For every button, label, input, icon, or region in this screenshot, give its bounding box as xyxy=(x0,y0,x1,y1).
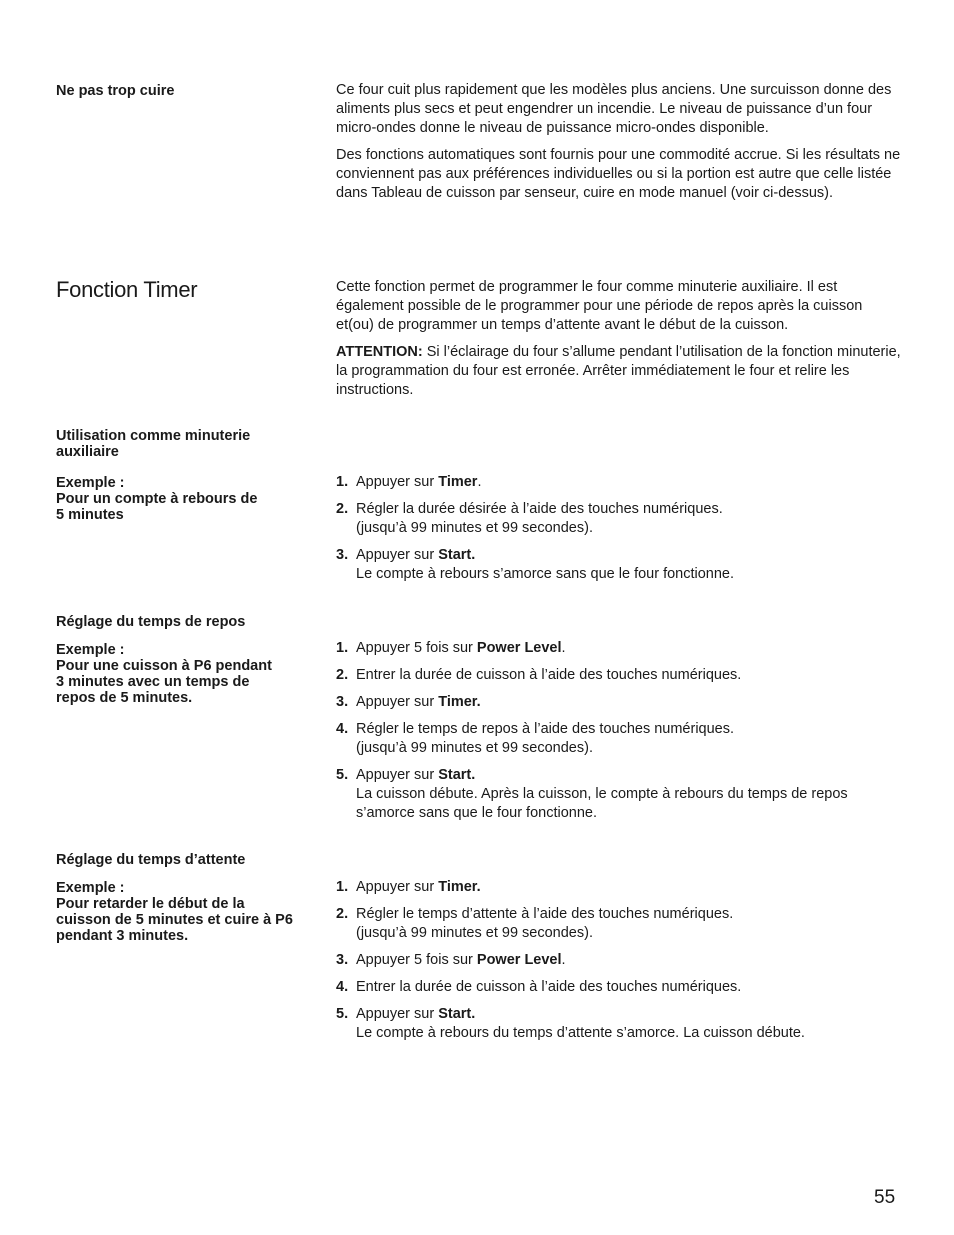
step-item xyxy=(336,666,902,685)
step-key-label: Start. xyxy=(438,1006,476,1022)
step-number: 1. xyxy=(336,640,349,656)
step-number: 3. xyxy=(336,952,349,968)
step-number: 2. xyxy=(336,501,349,517)
step-note: (jusqu’à 99 minutes et 99 secondes). xyxy=(356,740,593,756)
step-text xyxy=(356,879,481,895)
step-text-pre: Régler la durée désirée à l’aide des touches numériques. xyxy=(356,501,723,517)
step-text-post: . xyxy=(561,952,566,968)
step-item xyxy=(336,500,902,538)
wait-heading: Réglage du temps d’attente xyxy=(56,852,246,868)
step-text-pre: Régler le temps de repos à l’aide des touches numériques. xyxy=(356,721,735,737)
rest-heading: Réglage du temps de repos xyxy=(56,614,246,630)
overcook-body xyxy=(336,81,902,211)
step-text-pre: Appuyer sur xyxy=(356,879,439,895)
step-key-label: Timer. xyxy=(438,694,481,710)
step-text-pre: Appuyer sur xyxy=(356,767,439,783)
step-note: La cuisson débute. Après la cuisson, le compte à rebours du temps de repos s’amorce sans que le four fonctionne. xyxy=(356,786,848,821)
step-text-pre: Appuyer sur xyxy=(356,474,439,490)
step-number: 3. xyxy=(336,694,349,710)
example-label: Exemple : xyxy=(56,475,125,491)
example-line: Pour retarder le début de la xyxy=(56,896,245,912)
example-line: cuisson de 5 minutes et cuire à P6 xyxy=(56,912,293,928)
rest-steps-list xyxy=(336,639,902,831)
step-item xyxy=(336,693,902,712)
step-text xyxy=(356,694,481,710)
step-key-label: Start. xyxy=(438,547,476,563)
step-key-label: Timer. xyxy=(438,879,481,895)
example-line: repos de 5 minutes. xyxy=(56,690,193,706)
step-text xyxy=(356,952,566,968)
step-note: Le compte à rebours s’amorce sans que le four fonctionne. xyxy=(356,566,735,582)
step-text xyxy=(356,906,733,922)
overcook-heading: Ne pas trop cuire xyxy=(56,83,175,99)
aux-example xyxy=(56,475,318,523)
timer-section-title: Fonction Timer xyxy=(56,277,198,302)
step-text-pre: Entrer la durée de cuisson à l’aide des touches numériques. xyxy=(356,979,742,995)
step-note: (jusqu’à 99 minutes et 99 secondes). xyxy=(356,520,593,536)
step-text xyxy=(356,501,723,517)
step-number: 5. xyxy=(336,1006,349,1022)
step-text-post: . xyxy=(477,474,482,490)
wait-example xyxy=(56,880,318,944)
step-number: 5. xyxy=(336,767,349,783)
example-line: pendant 3 minutes. xyxy=(56,928,189,944)
attention-label: ATTENTION: xyxy=(336,344,423,360)
step-number: 2. xyxy=(336,667,349,683)
step-number: 1. xyxy=(336,879,349,895)
rest-example xyxy=(56,642,318,706)
overcook-para-2: Des fonctions automatiques sont fournis pour une commodité accrue. Si les résultats ne conviennent pas aux préférences individuelles ou si la portion est autre que celle listée dans Tableau de cuisson par senseur, cuire en mode manuel (voir ci-dessus). xyxy=(336,147,901,201)
step-item xyxy=(336,473,902,492)
step-item xyxy=(336,878,902,897)
wait-steps-list xyxy=(336,878,902,1051)
step-item xyxy=(336,1005,902,1043)
step-text-post: . xyxy=(561,640,566,656)
step-note: Le compte à rebours du temps d’attente s’amorce. La cuisson débute. xyxy=(356,1025,805,1041)
step-text-pre: Appuyer 5 fois sur xyxy=(356,952,477,968)
step-text-pre: Régler le temps d’attente à l’aide des touches numériques. xyxy=(356,906,734,922)
page-number: 55 xyxy=(874,1187,896,1208)
step-text xyxy=(356,721,734,737)
example-line: 5 minutes xyxy=(56,507,124,523)
step-text xyxy=(356,640,566,656)
example-line: 3 minutes avec un temps de xyxy=(56,674,250,690)
step-number: 3. xyxy=(336,547,349,563)
step-key-label: Start. xyxy=(438,767,476,783)
step-text-pre: Appuyer sur xyxy=(356,547,439,563)
aux-heading xyxy=(56,428,318,460)
step-item xyxy=(336,546,902,584)
aux-steps-list xyxy=(336,473,902,592)
step-item xyxy=(336,639,902,658)
example-label: Exemple : xyxy=(56,642,125,658)
timer-attention-para xyxy=(336,343,902,400)
step-number: 4. xyxy=(336,979,349,995)
step-number: 1. xyxy=(336,474,349,490)
step-text xyxy=(356,474,481,490)
step-number: 2. xyxy=(336,906,349,922)
step-text xyxy=(356,1006,475,1022)
step-key-label: Power Level xyxy=(476,952,562,968)
step-item xyxy=(336,766,902,823)
example-label: Exemple : xyxy=(56,880,125,896)
step-text xyxy=(356,767,475,783)
attention-text: Si l’éclairage du four s’allume pendant l’utilisation de la fonction minuterie, la programmation du four est erronée. Arrêter immédiatement le four et relire les instructions. xyxy=(336,344,901,398)
step-text xyxy=(356,979,741,995)
step-item xyxy=(336,951,902,970)
step-key-label: Timer xyxy=(438,474,478,490)
step-item xyxy=(336,978,902,997)
aux-heading-line: auxiliaire xyxy=(56,444,119,460)
step-item xyxy=(336,720,902,758)
step-text-pre: Appuyer sur xyxy=(356,1006,439,1022)
step-text xyxy=(356,667,741,683)
aux-heading-line: Utilisation comme minuterie xyxy=(56,428,251,444)
step-item xyxy=(336,905,902,943)
step-text-pre: Appuyer sur xyxy=(356,694,439,710)
step-text-pre: Appuyer 5 fois sur xyxy=(356,640,477,656)
step-key-label: Power Level xyxy=(476,640,562,656)
step-number: 4. xyxy=(336,721,349,737)
timer-body xyxy=(336,278,902,408)
step-text-pre: Entrer la durée de cuisson à l’aide des touches numériques. xyxy=(356,667,742,683)
step-text xyxy=(356,547,475,563)
example-line: Pour un compte à rebours de xyxy=(56,491,258,507)
timer-intro-para: Cette fonction permet de programmer le four comme minuterie auxiliaire. Il est également possible de le programmer pour une période de repos après la cuisson et(ou) de programmer un temps d’attente avant le début de la cuisson. xyxy=(336,279,863,333)
overcook-para-1: Ce four cuit plus rapidement que les modèles plus anciens. Une surcuisson donne des aliments plus secs et peut engendrer un incendie. Le niveau de puissance d’un four micro-ondes donne le niveau de puissance micro-ondes disponible. xyxy=(336,82,892,136)
example-line: Pour une cuisson à P6 pendant xyxy=(56,658,272,674)
step-note: (jusqu’à 99 minutes et 99 secondes). xyxy=(356,925,593,941)
